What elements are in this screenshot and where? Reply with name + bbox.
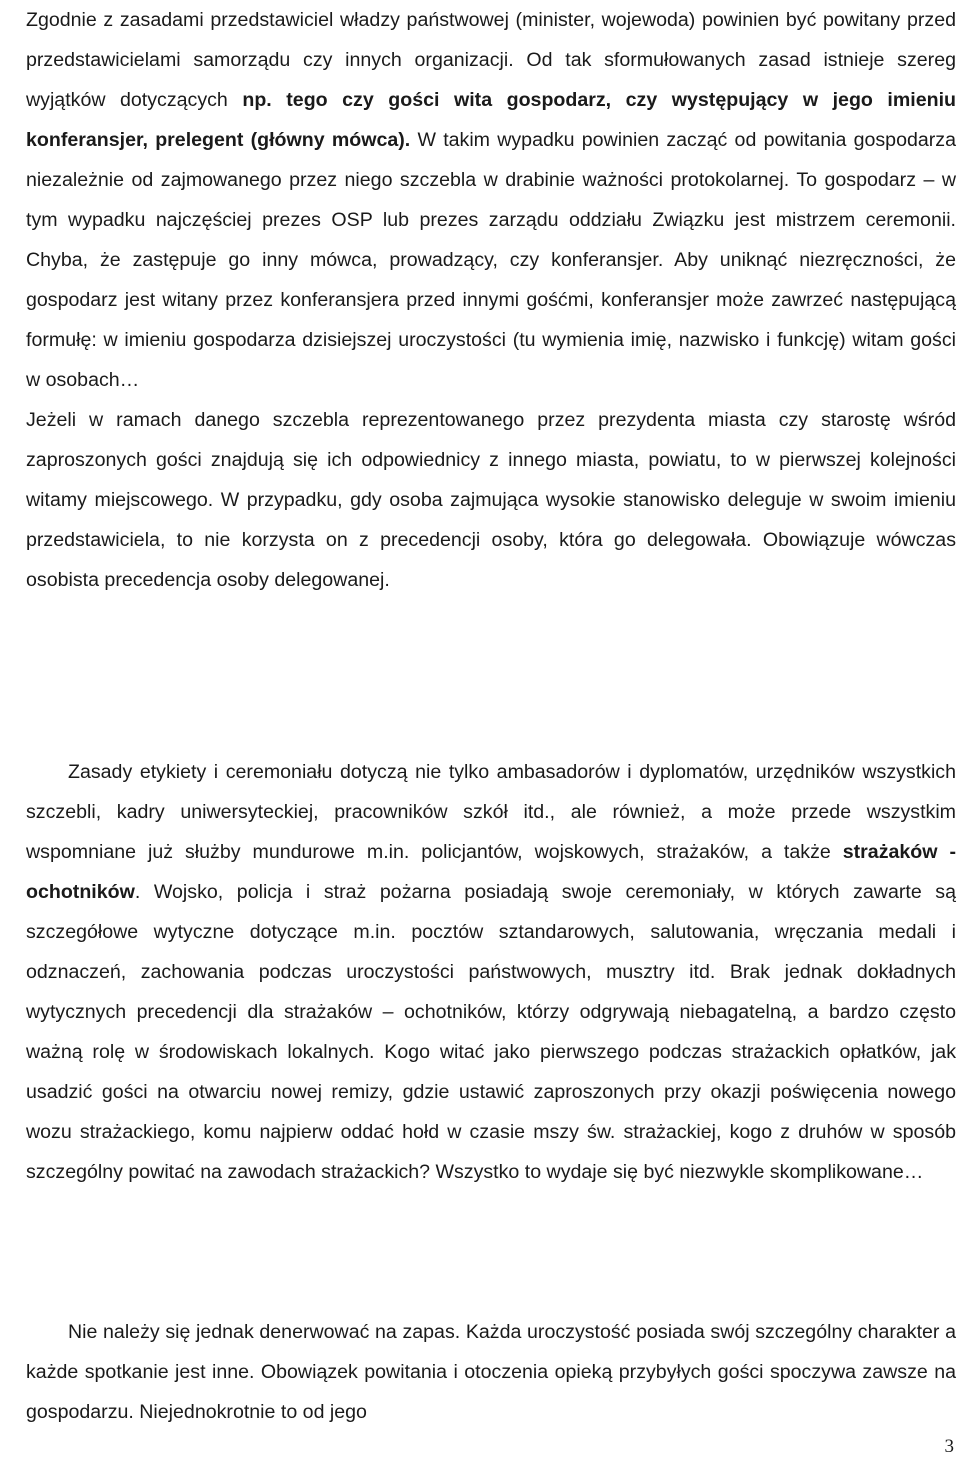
paragraph1-text-b: W takim wypadku powinien zacząć od powitania gospodarza niezależnie od zajmowanego przez niego szczebla w drabinie ważności protokolarnej. To gospodarz – w tym wypadku najczęściej prezes OSP lub prezes zarządu oddziału Związku jest mistrzem ceremonii. Chyba, że zastępuje go inny mówca, prowadzący, czy konferansjer. Aby uniknąć niezręczności, że gospodarz jest witany przez konferansjera przed innymi gośćmi, konferansjer może zawrzeć następującą formułę: w imieniu gospodarza dzisiejszej uroczystości (tu wymienia imię, nazwisko i funkcję) witam gości w osobach…	[26, 129, 956, 391]
paragraph2-text-b: . Wojsko, policja i straż pożarna posiadają swoje ceremoniały, w których zawarte są szczegółowe wytyczne dotyczące m.in. pocztów sztandarowych, salutowania, wręczania medali i odznaczeń, zachowania podczas uroczystości państwowych, musztry itd. Brak jednak dokładnych wytycznych precedencji dla strażaków – ochotników, którzy odgrywają niebagatelną, a bardzo często ważną rolę w środowiskach lokalnych. Kogo witać jako pierwszego podczas strażackich opłatków, jak usadzić gości na otwarciu nowej remizy, gdzie ustawić zaproszonych przy okazji poświęcenia nowego wozu strażackiego, komu najpierw oddać hołd w czasie mszy św. strażackiej, kogo z druhów w sposób szczególny powitać na zawodach strażackich? Wszystko to wydaje się być niezwykle skomplikowane…	[26, 881, 956, 1183]
page-number: 3	[944, 1436, 954, 1457]
paragraph1-text-a: Zgodnie z zasadami przedstawiciel władzy państwowej (minister, wojewoda) powinien być powitany przed przedstawicielami samorządu czy innych organizacji. Od tak sformułowanych zasad istnieje szereg wyjątków dotyczących	[26, 9, 956, 111]
paragraph-host-duty	[26, 1312, 956, 1432]
paragraph-etiquette-services	[26, 752, 956, 1192]
paragraph-precedence-host	[26, 0, 956, 600]
paragraph2-bold-text: strażaków - ochotników	[26, 841, 956, 903]
paragraph1-bold-text: np. tego czy gości wita gospodarz, czy występujący w jego imieniu konferansjer, prelegent (główny mówca).	[26, 89, 956, 151]
paragraph3-text-a: Nie należy się jednak denerwować na zapas. Każda uroczystość posiada swój szczególny charakter a każde spotkanie jest inne. Obowiązek powitania i otoczenia opieką przybyłych gości spoczywa zawsze na gospodarzu. Niejednokrotnie to od jego	[26, 1321, 956, 1423]
paragraph2-text-a: Zasady etykiety i ceremoniału dotyczą nie tylko ambasadorów i dyplomatów, urzędników wszystkich szczebli, kadry uniwersyteckiej, pracowników szkół itd., ale również, a może przede wszystkim wspomniane już służby mundurowe m.in. policjantów, wojskowych, strażaków, a także	[26, 761, 956, 863]
paragraph1-text-c: Jeżeli w ramach danego szczebla reprezentowanego przez prezydenta miasta czy starostę wśród zaproszonych gości znajdują się ich odpowiednicy z innego miasta, powiatu, to w pierwszej kolejności witamy miejscowego. W przypadku, gdy osoba zajmująca wysokie stanowisko deleguje w swoim imieniu przedstawiciela, to nie korzysta on z precedencji osoby, która go delegowała. Obowiązuje wówczas osobista precedencja osoby delegowanej.	[26, 409, 956, 591]
